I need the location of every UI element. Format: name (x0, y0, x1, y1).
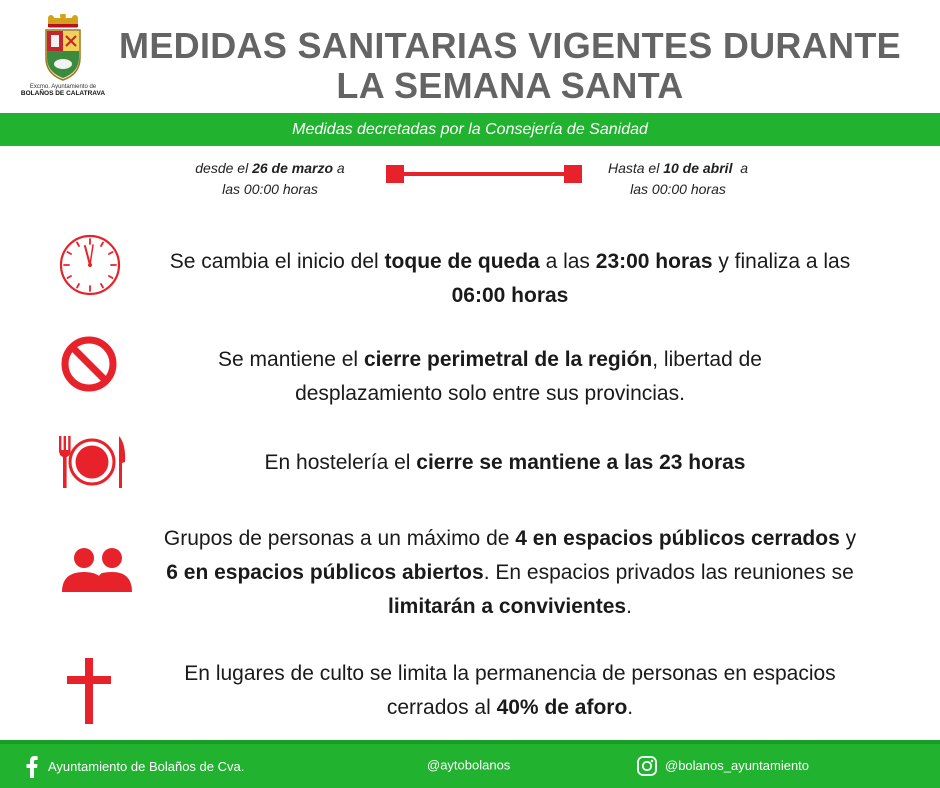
curfew-bold-2: 23:00 horas (595, 250, 713, 273)
end-date-bold: 10 de abril (663, 160, 733, 176)
start-date (175, 158, 365, 200)
subtitle-text: Medidas decretadas por la Consejería de Sanidad (292, 121, 648, 138)
municipal-logo (18, 14, 108, 104)
start-date-bold: 26 de marzo (252, 160, 334, 176)
twitter-label: @aytobolanos (427, 757, 511, 773)
start-date-prefix: desde el (195, 160, 253, 176)
perimeter-bold-1: cierre perimetral de la región (363, 348, 653, 371)
instagram-label: @bolanos_ayuntamiento (665, 758, 810, 773)
start-time: las 00:00 horas (222, 181, 318, 197)
start-date-suffix: a (333, 160, 345, 176)
logo-caption-line1: Excmo. Ayuntamiento de (29, 84, 97, 90)
worship-bold-1: 40% de aforo (496, 696, 628, 719)
groups-text-1: Grupos de personas a un máximo de (163, 527, 516, 550)
timeline-end-marker (564, 165, 582, 183)
curfew-bold-3: 06:00 horas (451, 284, 569, 307)
twitter-link[interactable] (427, 756, 510, 775)
groups-bold-3: limitarán a convivientes (388, 595, 627, 618)
end-date (583, 158, 773, 200)
worship-text-1: En lugares de culto se limita la permanencia de personas en espacios cerrados al (184, 662, 836, 719)
end-date-suffix: a (732, 160, 749, 176)
facebook-icon (26, 756, 38, 778)
logo-caption-line2: BOLAÑOS DE CALATRAVA (20, 90, 106, 97)
cross-icon (66, 657, 112, 725)
coat-of-arms-icon (38, 14, 88, 82)
group-limits-measure (160, 522, 860, 624)
title-line2: LA SEMANA SANTA (336, 65, 684, 106)
perimeter-text-1: Se mantiene el (218, 348, 364, 371)
worship-capacity-measure (180, 657, 840, 725)
curfew-text-2: a las (539, 250, 596, 273)
footer-bar (0, 740, 940, 788)
date-range-timeline (385, 163, 585, 185)
title-line1: MEDIDAS SANITARIAS VIGENTES DURANTE (119, 25, 901, 66)
facebook-label: Ayuntamiento de Bolaños de Cva. (48, 759, 245, 774)
groups-text-4: . (626, 595, 632, 618)
perimeter-text-2: , libertad de desplazamiento solo entre sus provincias. (295, 348, 762, 405)
subtitle-banner (0, 113, 940, 146)
curfew-text-1: Se cambia el inicio del (169, 250, 385, 273)
hospitality-measure (240, 446, 770, 480)
curfew-text-3: y finaliza a las (712, 250, 851, 273)
hospitality-bold-1: cierre se mantiene a las 23 horas (416, 451, 746, 474)
groups-text-2: y (839, 527, 857, 550)
footer-divider (0, 740, 940, 744)
people-icon (62, 546, 132, 594)
perimeter-closure-measure (180, 343, 800, 411)
page-title (110, 26, 910, 106)
timeline-line (404, 172, 566, 176)
curfew-measure (150, 245, 870, 313)
groups-bold-1: 4 en espacios públicos cerrados (515, 527, 840, 550)
prohibited-icon (60, 335, 118, 393)
groups-bold-2: 6 en espacios públicos abiertos (166, 561, 484, 584)
facebook-link[interactable] (26, 756, 244, 778)
worship-text-2: . (627, 696, 634, 719)
timeline-start-marker (386, 165, 404, 183)
end-time: las 00:00 horas (630, 181, 726, 197)
instagram-link[interactable] (637, 756, 809, 776)
restaurant-icon (56, 432, 128, 492)
curfew-bold-1: toque de queda (384, 250, 540, 273)
instagram-icon (637, 756, 657, 776)
clock-icon (58, 233, 122, 297)
end-date-prefix: Hasta el (607, 160, 664, 176)
hospitality-text-1: En hostelería el (264, 451, 417, 474)
groups-text-3: . En espacios privados las reuniones se (483, 561, 854, 584)
